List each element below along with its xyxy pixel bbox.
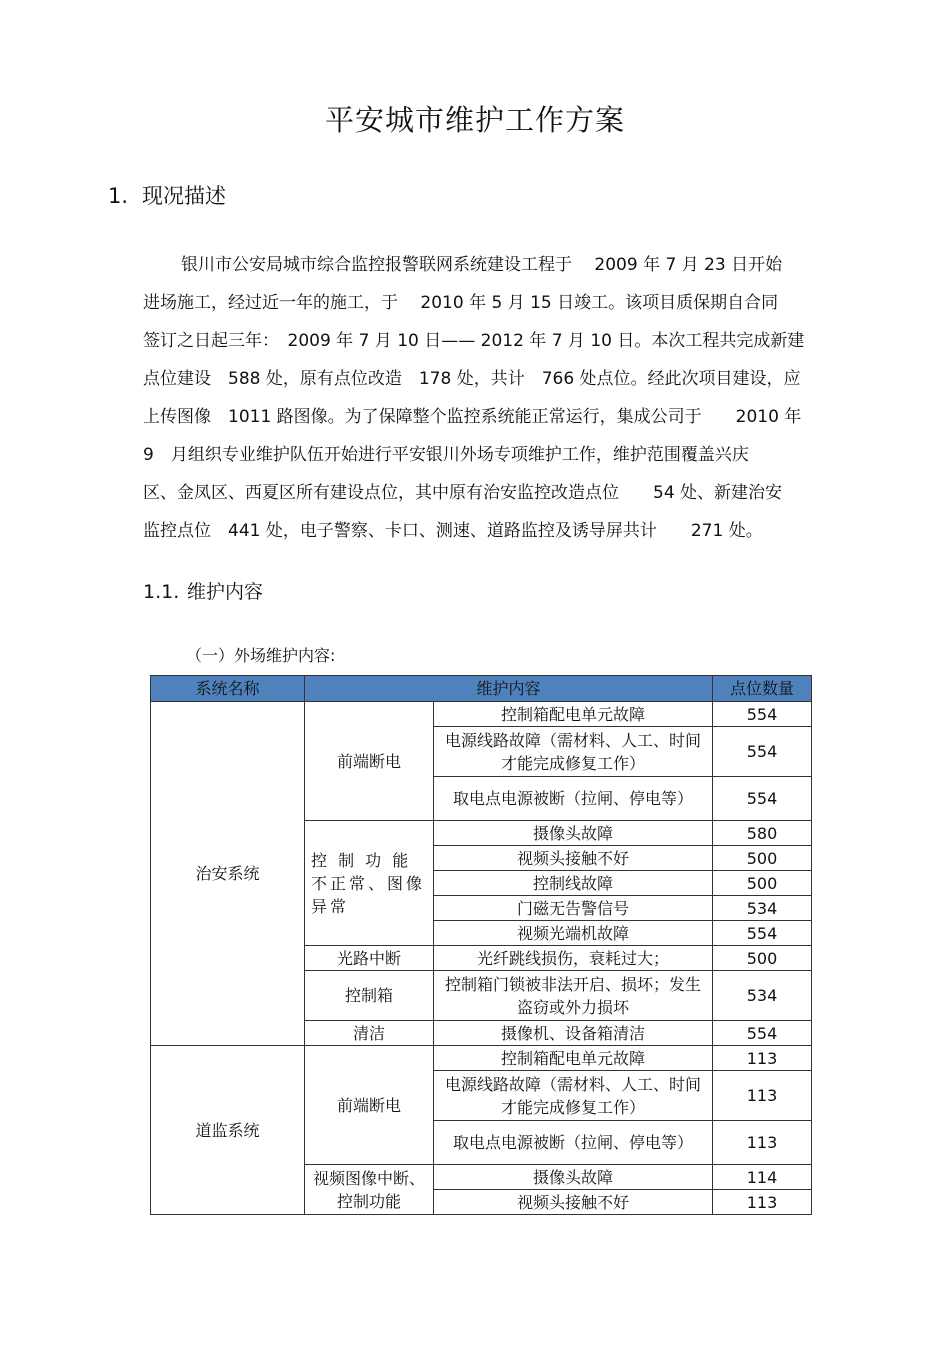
paragraph-line: 监控点位 441 处，电子警察、卡口、测速、道路监控及诱导屏共计 271 处。	[143, 521, 763, 541]
body-paragraph	[143, 246, 823, 550]
item-cell: 视频头接触不好	[434, 846, 713, 871]
section-heading-1	[108, 180, 226, 210]
item-cell: 控制箱配电单元故障	[434, 1046, 713, 1071]
header-content: 维护内容	[305, 676, 713, 702]
item-cell: 取电点电源被断（拉闸、停电等）	[434, 777, 713, 821]
count-cell: 554	[713, 921, 812, 946]
item-cell: 摄像头故障	[434, 821, 713, 846]
item-cell: 光纤跳线损伤，衰耗过大；	[434, 946, 713, 971]
section-title: 维护内容	[187, 581, 264, 603]
table-header-row	[151, 676, 812, 702]
header-system: 系统名称	[151, 676, 305, 702]
paragraph-line: 银川市公安局城市综合监控报警联网系统建设工程于 2009 年 7 月 23 日开始	[181, 255, 783, 275]
section-number: 1.	[108, 184, 129, 208]
count-cell: 554	[713, 777, 812, 821]
system-name-cell: 治安系统	[151, 702, 305, 1046]
table-caption: （一）外场维护内容:	[186, 646, 336, 665]
category-cell: 控 制 功 能 不正常、图像异常	[305, 821, 434, 946]
count-cell: 534	[713, 896, 812, 921]
item-cell: 电源线路故障（需材料、人工、时间才能完成修复工作）	[434, 1071, 713, 1121]
count-cell: 554	[713, 727, 812, 777]
item-cell: 摄像头故障	[434, 1165, 713, 1190]
item-cell: 控制箱门锁被非法开启、损坏；发生盗窃或外力损坏	[434, 971, 713, 1021]
item-cell: 摄像机、设备箱清洁	[434, 1021, 713, 1046]
table-row	[151, 702, 812, 727]
paragraph-line: 点位建设 588 处，原有点位改造 178 处，共计 766 处点位。经此次项目建设，应	[143, 369, 801, 389]
item-cell: 控制线故障	[434, 871, 713, 896]
count-cell: 554	[713, 702, 812, 727]
count-cell: 113	[713, 1121, 812, 1165]
category-cell: 控制箱	[305, 971, 434, 1021]
section-title: 现况描述	[142, 184, 226, 208]
table-row	[151, 1046, 812, 1071]
paragraph-line: 9 月组织专业维护队伍开始进行平安银川外场专项维护工作，维护范围覆盖兴庆	[143, 445, 749, 465]
count-cell: 113	[713, 1190, 812, 1215]
maintenance-table	[150, 675, 812, 1215]
item-cell: 视频光端机故障	[434, 921, 713, 946]
item-cell: 门磁无告警信号	[434, 896, 713, 921]
count-cell: 113	[713, 1071, 812, 1121]
section-number: 1.1.	[143, 581, 180, 603]
count-cell: 580	[713, 821, 812, 846]
count-cell: 500	[713, 871, 812, 896]
paragraph-line: 签订之日起三年： 2009 年 7 月 10 日—— 2012 年 7 月 10 日。本次工程共完成新建	[143, 331, 805, 351]
category-cell: 前端断电	[305, 1046, 434, 1165]
count-cell: 500	[713, 846, 812, 871]
count-cell: 114	[713, 1165, 812, 1190]
category-cell: 前端断电	[305, 702, 434, 821]
category-cell: 光路中断	[305, 946, 434, 971]
paragraph-line: 进场施工，经过近一年的施工，于 2010 年 5 月 15 日竣工。该项目质保期自合同	[143, 293, 779, 313]
item-cell: 控制箱配电单元故障	[434, 702, 713, 727]
paragraph-line: 区、金凤区、西夏区所有建设点位，其中原有治安监控改造点位 54 处、新建治安	[143, 483, 783, 503]
category-cell: 清洁	[305, 1021, 434, 1046]
header-count: 点位数量	[713, 676, 812, 702]
count-cell: 534	[713, 971, 812, 1021]
system-name-cell: 道监系统	[151, 1046, 305, 1215]
count-cell: 113	[713, 1046, 812, 1071]
count-cell: 500	[713, 946, 812, 971]
section-heading-1-1	[143, 577, 263, 604]
paragraph-line: 上传图像 1011 路图像。为了保障整个监控系统能正常运行，集成公司于 2010 年	[143, 407, 802, 427]
item-cell: 取电点电源被断（拉闸、停电等）	[434, 1121, 713, 1165]
page-title: 平安城市维护工作方案	[324, 103, 625, 137]
category-cell: 视频图像中断、控制功能	[305, 1165, 434, 1215]
item-cell: 视频头接触不好	[434, 1190, 713, 1215]
item-cell: 电源线路故障（需材料、人工、时间才能完成修复工作）	[434, 727, 713, 777]
count-cell: 554	[713, 1021, 812, 1046]
